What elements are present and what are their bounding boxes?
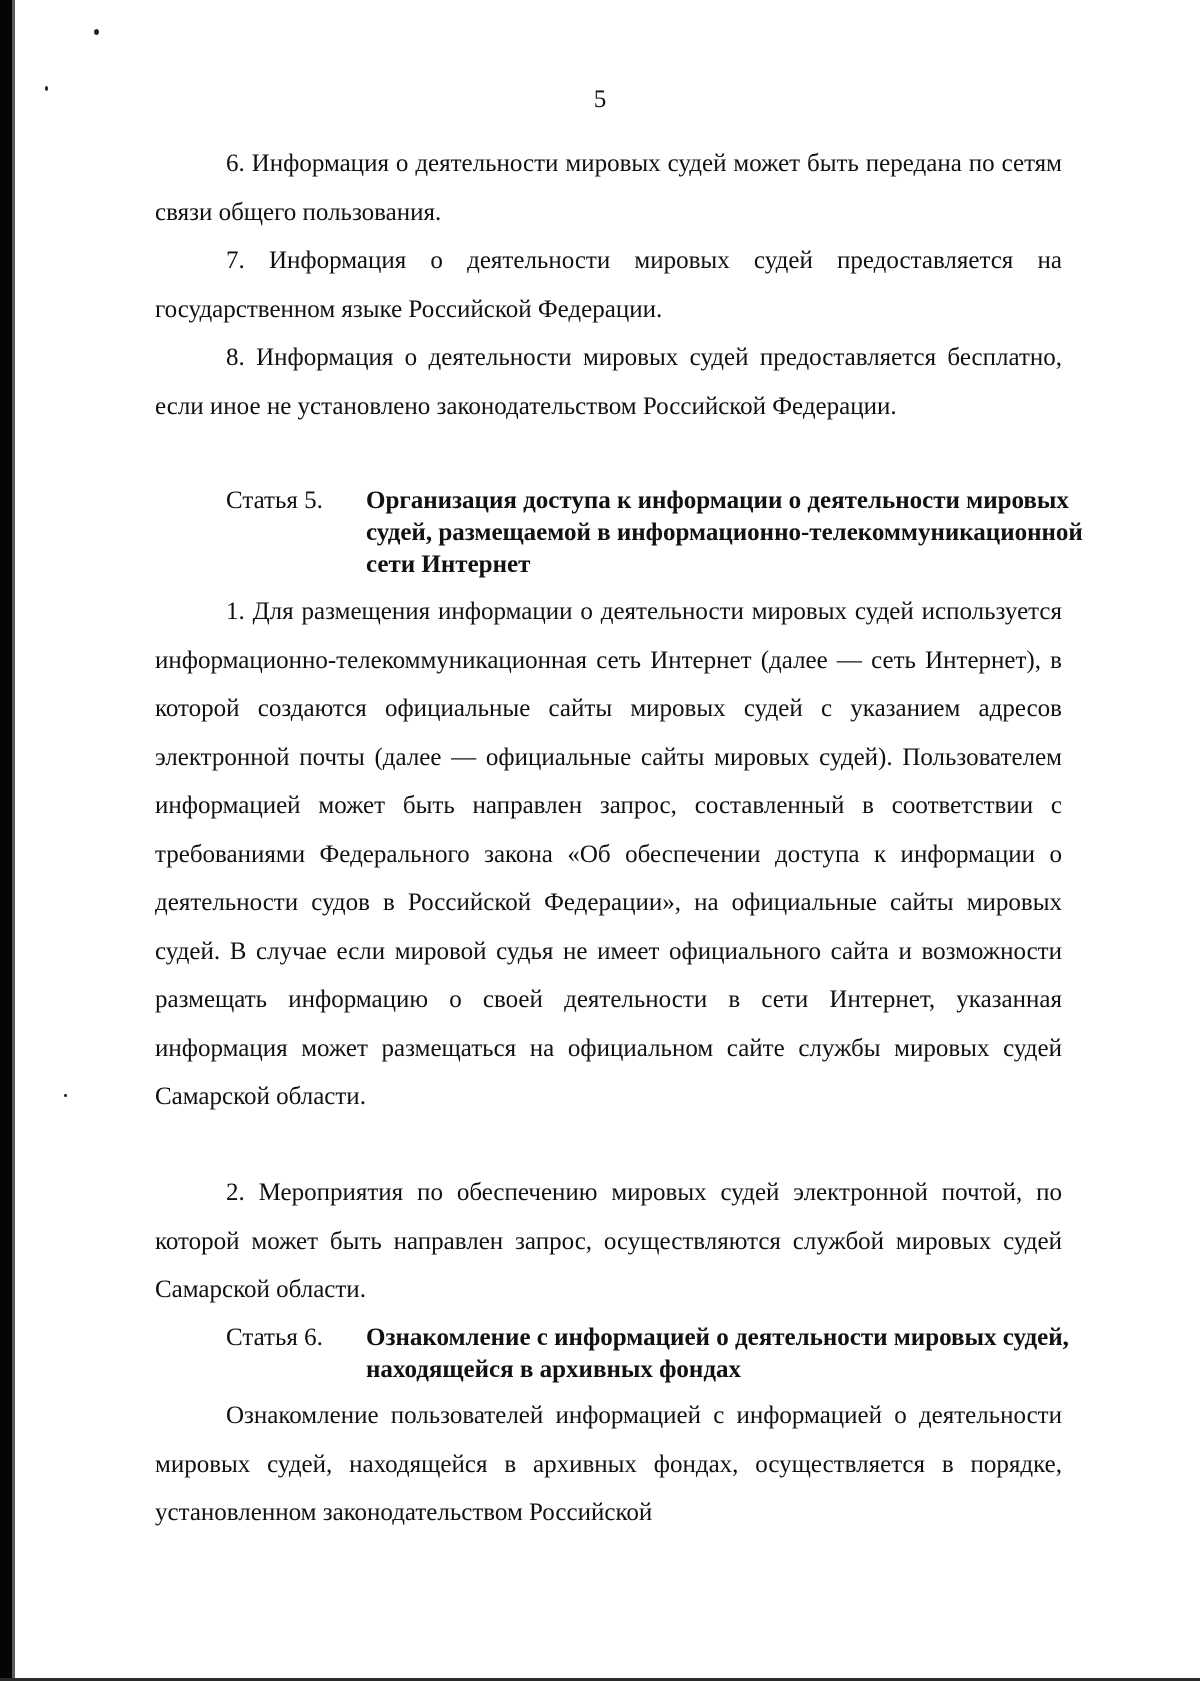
scan-border-left xyxy=(0,0,12,1681)
page-number: 5 xyxy=(593,86,607,113)
article-5-label: Статья 5. xyxy=(226,487,323,514)
paragraph-6-text: 6. Информация о деятельности мировых судей может быть передана по сетям связи общего пользования. xyxy=(155,150,1062,226)
paragraph-8 xyxy=(155,334,1062,431)
paragraph-7 xyxy=(155,237,1062,334)
article-6-title: Ознакомление с информацией о деятельности мировых судей, находящейся в архивных фондах xyxy=(366,1324,1069,1383)
article-5-paragraph-1-text: 1. Для размещения информации о деятельности мировых судей используется информационно-телекоммуникационная сеть Интернет (далее — сеть Интернет), в которой создаются официальные сайты мировых судей с указанием адресов электронной почты (далее — официальные сайты мировых судей). Пользователем информацией может быть направлен запрос, составленный в соответствии с требованиями Федерального закона «Об обеспечении доступа к информации о деятельности судов в Российской Федерации», на официальные сайты мировых судей. В случае если мировой судья не имеет официального сайта и возможности размещать информацию о своей деятельности в сети Интернет, указанная информация может размещаться на официальном сайте службы мировых судей Самарской области. xyxy=(155,598,1062,1110)
article-5-paragraph-1 xyxy=(155,588,1062,1122)
article-5-paragraph-2-text: 2. Мероприятия по обеспечению мировых судей электронной почтой, по которой может быть направлен запрос, осуществляются службой мировых судей Самарской области. xyxy=(155,1179,1062,1303)
scan-speck xyxy=(64,1094,67,1097)
article-6-label: Статья 6. xyxy=(226,1324,323,1351)
article-5-paragraph-2 xyxy=(155,1169,1062,1315)
paragraph-7-text: 7. Информация о деятельности мировых судей предоставляется на государственном языке Российской Федерации. xyxy=(155,247,1062,323)
paragraph-6 xyxy=(155,140,1062,237)
scan-border-left-shadow xyxy=(12,0,15,1681)
scan-speck xyxy=(94,29,99,35)
paragraph-8-text: 8. Информация о деятельности мировых судей предоставляется бесплатно, если иное не установлено законодательством Российской Федерации. xyxy=(155,344,1062,420)
article-6-paragraph-1-text: Ознакомление пользователей информацией с информацией о деятельности мировых судей, находящейся в архивных фондах, осуществляется в порядке, установленном законодательством Российской xyxy=(155,1402,1062,1526)
article-6-paragraph-1 xyxy=(155,1392,1062,1538)
article-5-title: Организация доступа к информации о деятельности мировых судей, размещаемой в информационно-телекоммуникационной сети Интернет xyxy=(366,487,1083,578)
article-6-heading xyxy=(226,1322,1086,1386)
article-5-heading xyxy=(226,485,1086,581)
